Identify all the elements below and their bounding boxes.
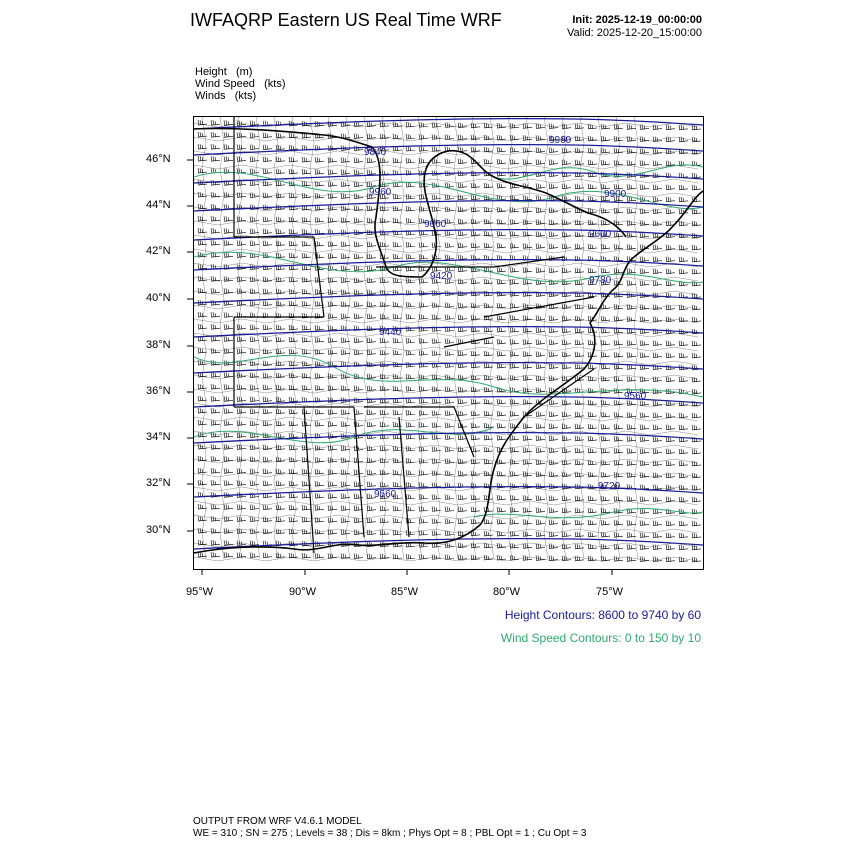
chart-title: IWFAQRP Eastern US Real Time WRF bbox=[190, 10, 502, 30]
field-winds: Winds (kts) bbox=[195, 90, 257, 102]
lon-label-75: 75°W bbox=[596, 586, 624, 598]
map-panel bbox=[193, 116, 704, 570]
lat-label-40: 40°N bbox=[146, 292, 171, 304]
lon-label-80: 80°W bbox=[493, 586, 521, 598]
lat-label-38: 38°N bbox=[146, 339, 171, 351]
height-contour-label: 9660 bbox=[424, 219, 447, 230]
lat-label-42: 42°N bbox=[146, 245, 171, 257]
footer-config: WE = 310 ; SN = 275 ; Levels = 38 ; Dis = 8km ; Phys Opt = 8 ; PBL Opt = 1 ; Cu Opt = 3 bbox=[193, 828, 587, 839]
height-contours bbox=[194, 119, 703, 549]
lat-label-32: 32°N bbox=[146, 477, 171, 489]
height-contour-label: 9900 bbox=[604, 189, 627, 200]
field-height: Height (m) bbox=[195, 66, 253, 78]
model-footer bbox=[193, 816, 586, 840]
wind-speed-contours bbox=[194, 165, 703, 518]
map-canvas bbox=[194, 117, 703, 569]
height-contour-label: 9840 bbox=[364, 147, 387, 158]
lat-label-30: 30°N bbox=[146, 524, 171, 536]
lon-label-90: 90°W bbox=[289, 586, 317, 598]
height-contour-label: 9780 bbox=[589, 275, 612, 286]
height-contour-label: 9600 bbox=[589, 229, 612, 240]
valid-time: Valid: 2025-12-20_15:00:00 bbox=[567, 27, 702, 39]
lat-label-44: 44°N bbox=[146, 199, 171, 211]
height-contour-label: 9720 bbox=[598, 481, 621, 492]
height-contour-label: 9560 bbox=[374, 489, 397, 500]
field-wind-speed: Wind Speed (kts) bbox=[195, 78, 286, 90]
height-legend: Height Contours: 8600 to 9740 by 60 bbox=[504, 608, 701, 622]
field-list bbox=[195, 66, 285, 102]
height-contour-label: 9960 bbox=[549, 135, 572, 146]
init-time: Init: 2025-12-19_00:00:00 bbox=[572, 14, 702, 26]
height-contour-label: 9560 bbox=[624, 391, 647, 402]
wind-speed-legend: Wind Speed Contours: 0 to 150 by 10 bbox=[500, 631, 701, 645]
run-times bbox=[567, 14, 702, 40]
lat-label-34: 34°N bbox=[146, 431, 171, 443]
county-lines bbox=[194, 117, 698, 561]
height-contour-label: 9440 bbox=[379, 327, 402, 338]
height-contour-label: 9960 bbox=[369, 187, 392, 198]
wind-barbs bbox=[198, 120, 701, 562]
lon-label-95: 95°W bbox=[186, 586, 214, 598]
lat-label-36: 36°N bbox=[146, 385, 171, 397]
height-contour-label: 9420 bbox=[430, 271, 453, 282]
footer-model: OUTPUT FROM WRF V4.6.1 MODEL bbox=[193, 816, 362, 827]
lat-label-46: 46°N bbox=[146, 153, 171, 165]
lon-label-85: 85°W bbox=[391, 586, 419, 598]
